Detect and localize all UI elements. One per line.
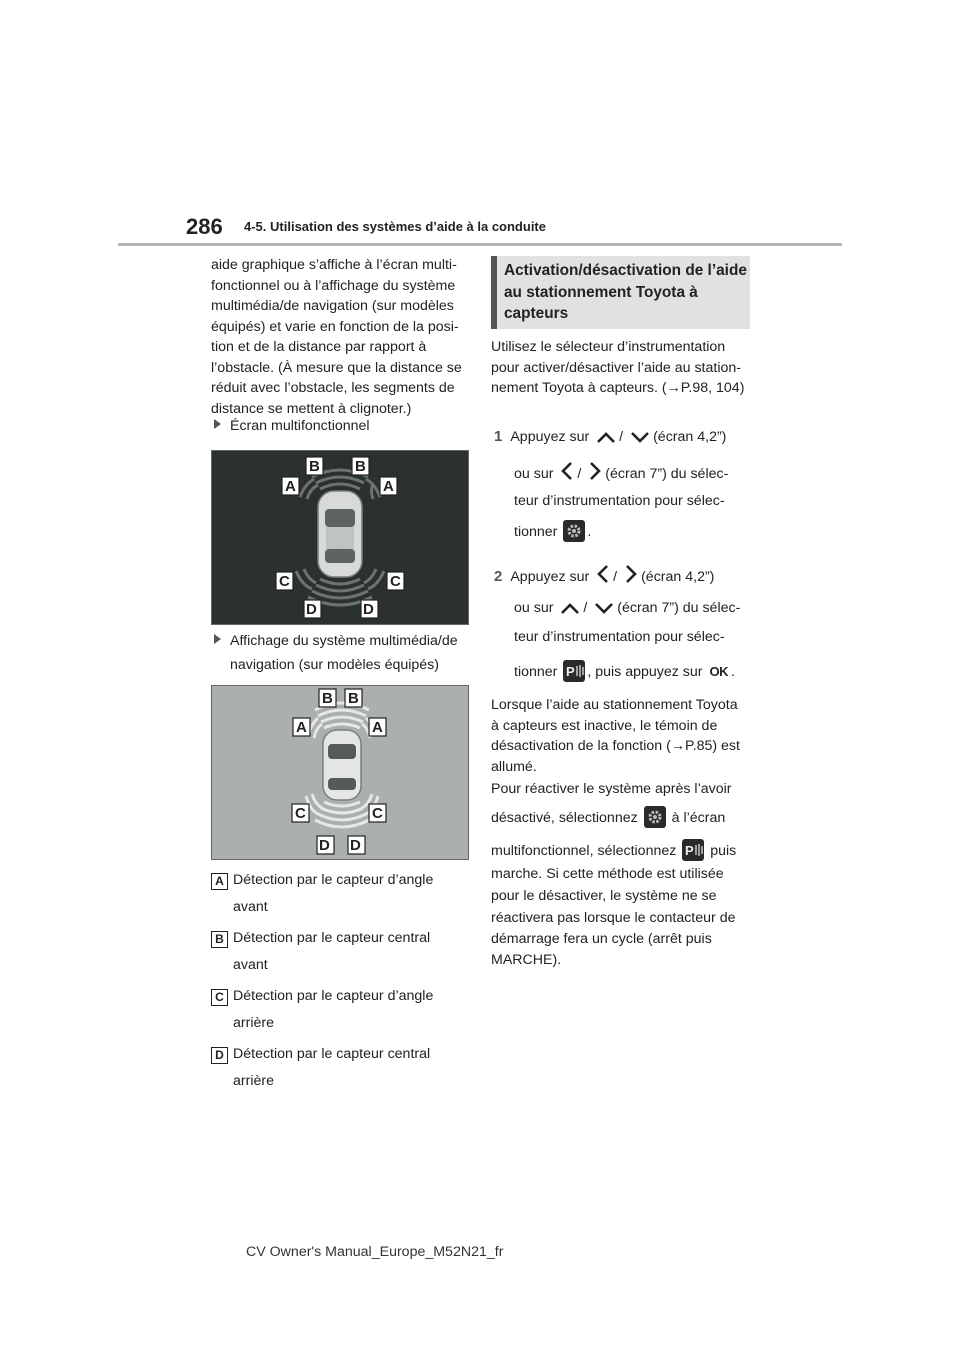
step-number: 1 [494, 428, 503, 445]
step-text: ou sur [514, 600, 554, 616]
note2-line1: Pour réactiver le système après l’avoir [491, 781, 732, 797]
step-text: , puis appuyez sur [587, 664, 703, 680]
bullet-triangle-icon [214, 634, 221, 644]
note2-line3 [491, 839, 736, 862]
step1-line1 [494, 427, 726, 448]
header-rule [118, 243, 842, 246]
chevron-left-icon [596, 564, 610, 584]
fig1-label-c: C [390, 573, 401, 590]
fig1-label-d: D [306, 601, 317, 618]
bullet-multimedia-cont: navigation (sur modèles équipés) [230, 657, 439, 673]
parking-sensor-graphic-dark [212, 451, 468, 624]
fig1-label-a: A [285, 478, 296, 495]
fig1-label-c: C [279, 573, 290, 590]
note-text: multifonctionnel, sélectionnez [491, 843, 677, 859]
parking-sensor-icon [563, 660, 585, 682]
separator: / [613, 569, 618, 585]
footer-manual-id: CV Owner's Manual_Europe_M52N21_fr [246, 1244, 504, 1260]
step-text: tionner [514, 524, 558, 540]
note-text: à l’écran [671, 810, 726, 826]
fig1-label-d: D [363, 601, 374, 618]
page-number: 286 [186, 214, 223, 239]
bullet-label: Affichage du système multimédia/de [230, 633, 458, 649]
fig1-label-b: B [309, 458, 320, 475]
note2-line8: MARCHE). [491, 952, 562, 968]
legend-text: Détection par le capteur d’angle [233, 872, 434, 888]
separator: / [619, 429, 624, 445]
legend-key: A [211, 873, 228, 890]
note2-line7: démarrage fera un cycle (arrêt puis [491, 931, 712, 947]
note2-line5: pour le désactiver, le système ne se [491, 888, 717, 904]
separator: / [583, 600, 588, 616]
legend-item-d [211, 1041, 430, 1068]
step-text: . [587, 524, 592, 540]
note2-line6: réactivera pas lorsque le contacteur de [491, 910, 736, 926]
legend-key: C [211, 989, 228, 1006]
bullet-multifunction [214, 414, 370, 438]
legend-item-b [211, 925, 430, 952]
legend-text-cont: avant [233, 899, 268, 915]
chevron-right-icon [624, 564, 638, 584]
heading-accent-bar [491, 256, 497, 329]
legend-text-cont: arrière [233, 1073, 274, 1089]
fig2-label-d: D [319, 837, 330, 854]
step2-line1 [494, 564, 714, 588]
ok-key-label: OK [709, 664, 728, 679]
parking-sensor-graphic-light [212, 686, 468, 859]
section-heading-box [491, 256, 750, 329]
step-number: 2 [494, 568, 503, 585]
fig2-label-b: B [348, 690, 359, 707]
fig2-label-c: C [372, 805, 383, 822]
chevron-right-icon [588, 461, 602, 481]
note-text: désactivé, sélectionnez [491, 810, 638, 826]
right-intro: Utilisez le sélecteur d’instrumentation pour activer/désactiver l’aide au station-nement Toyota à capteurs. (→P.98, 104) [491, 339, 745, 396]
fig2-label-a: A [372, 719, 383, 736]
fig2-label-a: A [296, 719, 307, 736]
separator: / [577, 466, 582, 482]
step-text: ou sur [514, 466, 554, 482]
step-text: (écran 7”) du sélec- [617, 600, 741, 616]
gear-icon [563, 520, 585, 542]
step-text: Appuyez sur [510, 569, 590, 585]
chevron-up-icon [596, 430, 616, 444]
fig2-label-c: C [295, 805, 306, 822]
section-heading: Activation/désactivation de l’aide au stationnement Toyota à capteurs [504, 262, 747, 322]
bullet-multimedia [214, 629, 458, 653]
p-icon-letter: P [685, 843, 694, 858]
step2-line3: teur d’instrumentation pour sélec- [514, 629, 725, 645]
figure-multimedia-display [211, 685, 469, 860]
section-title: 4-5. Utilisation des systèmes d’aide à la conduite [244, 219, 546, 234]
legend-text-cont: avant [233, 957, 268, 973]
legend-key: B [211, 931, 228, 948]
parking-sensor-icon [682, 839, 704, 861]
chevron-down-icon [630, 430, 650, 444]
legend-text-cont: arrière [233, 1015, 274, 1031]
legend-text: Détection par le capteur central [233, 930, 431, 946]
legend-text: Détection par le capteur d’angle [233, 988, 434, 1004]
step1-line2 [514, 461, 728, 485]
step2-line4 [514, 660, 735, 683]
note2-line2 [491, 806, 725, 829]
note-inactive: Lorsque l’aide au stationnement Toyota à capteurs est inactive, le témoin de désactivation de la fonction (→P.85) est allumé. [491, 697, 740, 775]
step-text: (écran 4,2”) [653, 429, 727, 445]
gear-icon [644, 806, 666, 828]
fig1-label-a: A [383, 478, 394, 495]
note-text: puis [710, 843, 737, 859]
step-text: . [730, 664, 735, 680]
step2-line2 [514, 598, 740, 619]
chevron-left-icon [560, 461, 574, 481]
legend-text: Détection par le capteur central [233, 1046, 431, 1062]
note2-line4: marche. Si cette méthode est utilisée [491, 866, 724, 882]
step1-line3: teur d’instrumentation pour sélec- [514, 493, 725, 509]
bullet-label: Écran multifonctionnel [230, 418, 370, 434]
chevron-up-icon [560, 601, 580, 615]
step1-line4 [514, 520, 591, 543]
fig2-label-d: D [350, 837, 361, 854]
legend-item-a [211, 867, 433, 894]
step-text: tionner [514, 664, 558, 680]
legend-key: D [211, 1047, 228, 1064]
legend-item-c [211, 983, 433, 1010]
chevron-down-icon [594, 601, 614, 615]
step-text: Appuyez sur [510, 429, 590, 445]
intro-paragraph: aide graphique s’affiche à l’écran multi-fonctionnel ou à l’affichage du système multimédia/de navigation (sur modèles équipés) et varie en fonction de la posi-tion et de la distance par rapport à l’obstacle. (À mesure que la distance se réduit avec l’obstacle, les segments de distance se mettent à clignoter.) [211, 257, 462, 417]
step-text: (écran 7”) du sélec- [605, 466, 729, 482]
p-icon-letter: P [566, 664, 576, 679]
fig2-label-b: B [322, 690, 333, 707]
bullet-triangle-icon [214, 419, 221, 429]
fig1-label-b: B [355, 458, 366, 475]
figure-multifunction-display [211, 450, 469, 625]
step-text: (écran 4,2”) [641, 569, 715, 585]
